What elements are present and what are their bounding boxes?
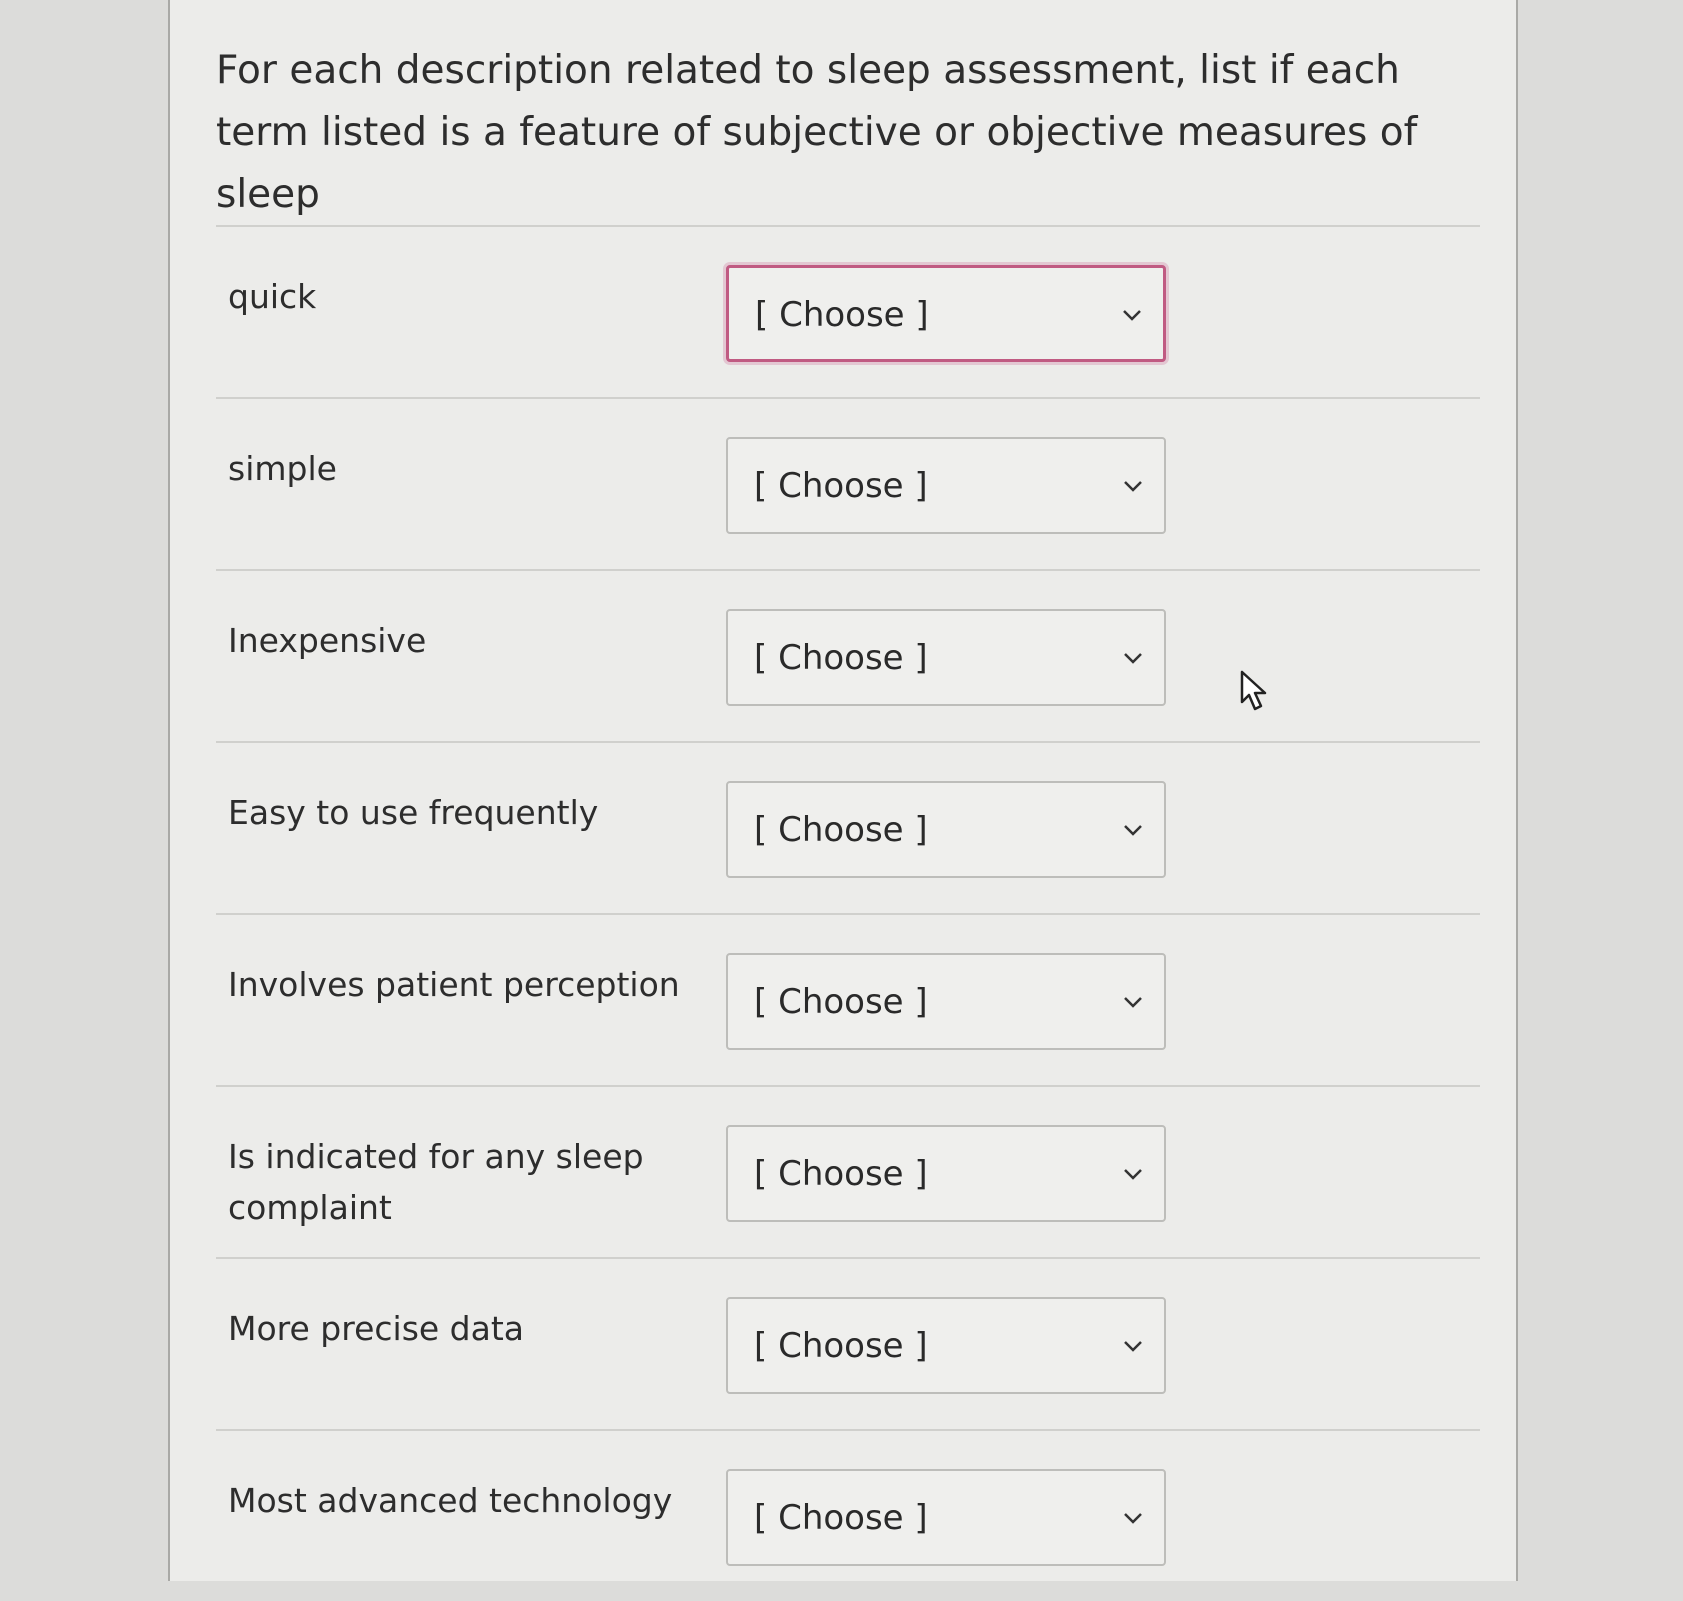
matching-row-easy-to-use (216, 741, 1480, 913)
answer-dropdown-precise-data[interactable] (726, 1297, 1166, 1394)
matching-row-quick (216, 225, 1480, 397)
dropdown-value: [ Choose ] (754, 982, 928, 1022)
dropdown-value: [ Choose ] (754, 1154, 928, 1194)
answer-dropdown-any-sleep-complaint[interactable] (726, 1125, 1166, 1222)
chevron-down-icon (1122, 1507, 1144, 1529)
term-label: More precise data (228, 1309, 525, 1348)
dropdown-value: [ Choose ] (755, 295, 929, 335)
matching-row-inexpensive (216, 569, 1480, 741)
matching-rows (216, 225, 1480, 1601)
term-label: Easy to use frequently (228, 793, 599, 832)
quiz-page (168, 0, 1518, 1581)
term-label: Inexpensive (228, 621, 427, 660)
term-label: Involves patient perception (228, 965, 680, 1004)
dropdown-value: [ Choose ] (754, 1498, 928, 1538)
mouse-pointer-icon (1240, 670, 1270, 712)
chevron-down-icon (1122, 1335, 1144, 1357)
term-label: Is indicated for any sleep complaint (228, 1137, 644, 1227)
question-text: For each description related to sleep assessment, list if each term listed is a feature of subjective or objective measures of sleep (216, 48, 1418, 217)
answer-dropdown-patient-perception[interactable] (726, 953, 1166, 1050)
matching-row-advanced-technology (216, 1429, 1480, 1601)
term-label: Most advanced technology (228, 1481, 673, 1520)
dropdown-value: [ Choose ] (754, 638, 928, 678)
term-label: quick (228, 277, 317, 316)
chevron-down-icon (1122, 1163, 1144, 1185)
chevron-down-icon (1121, 304, 1143, 326)
chevron-down-icon (1122, 647, 1144, 669)
dropdown-value: [ Choose ] (754, 466, 928, 506)
chevron-down-icon (1122, 991, 1144, 1013)
dropdown-value: [ Choose ] (754, 810, 928, 850)
answer-dropdown-simple[interactable] (726, 437, 1166, 534)
matching-row-patient-perception (216, 913, 1480, 1085)
answer-dropdown-advanced-technology[interactable] (726, 1469, 1166, 1566)
answer-dropdown-inexpensive[interactable] (726, 609, 1166, 706)
dropdown-value: [ Choose ] (754, 1326, 928, 1366)
chevron-down-icon (1122, 819, 1144, 841)
answer-dropdown-quick[interactable] (726, 265, 1166, 362)
answer-dropdown-easy-to-use[interactable] (726, 781, 1166, 878)
matching-row-precise-data (216, 1257, 1480, 1429)
matching-row-any-sleep-complaint (216, 1085, 1480, 1257)
term-label: simple (228, 449, 337, 488)
matching-row-simple (216, 397, 1480, 569)
chevron-down-icon (1122, 475, 1144, 497)
